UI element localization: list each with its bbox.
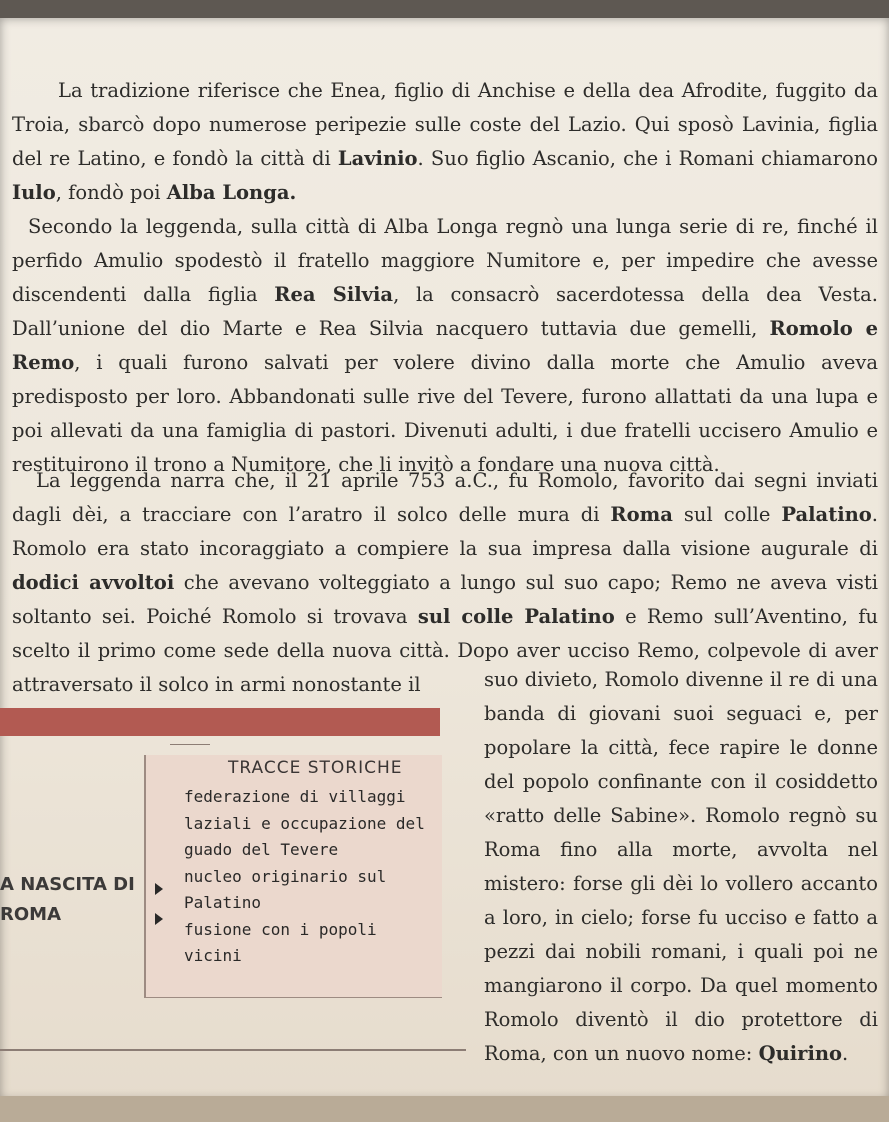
list-item: nucleo originario sul Palatino bbox=[184, 866, 387, 912]
bold-term: dodici avvoltoi bbox=[12, 571, 175, 594]
bold-term: sul colle Palatino bbox=[417, 605, 615, 628]
tracce-list bbox=[184, 784, 434, 970]
bold-term: Quirino bbox=[758, 1042, 843, 1065]
bold-term: Palatino bbox=[781, 503, 872, 526]
paragraph-enea: La tradizione riferisce che Enea, figlio di Anchise e della dea Afrodite, fuggito da Troia, sbarcò dopo numerose peripezie sulle coste del Lazio. Qui sposò Lavinia, figlia del re Latino, e fondò la città di Lavinio. Suo figlio Ascanio, che i Romani chiamarono Iulo, fondò poi Alba Longa. bbox=[12, 79, 878, 204]
paragraph-romolo-remo: Secondo la leggenda, sulla città di Alba Longa regnò una lunga serie di re, finché il perfido Amulio spodestò il fratello maggiore Numitore e, per impedire che avesse discendenti dalla figlia Rea Silvia, la consacrò sacerdotessa della dea Vesta. Dall’unione del dio Marte e Rea Silvia nacquero tuttavia due gemelli, Romolo e Remo, i quali furono salvati per volere divino dalla morte che Amulio aveva predisposto per loro. Abbandonati sulle rive del Tevere, furono allattati da una lupa e poi allevati da una famiglia di pastori. Divenuti adulti, i due fratelli uccisero Amulio e restituirono il trono a Numitore, che li invitò a fondare una nuova città. bbox=[12, 215, 878, 476]
list-item: fusione con i popoli vicini bbox=[184, 919, 377, 965]
box-title: TRACCE STORICHE bbox=[228, 758, 403, 778]
section-color-band bbox=[0, 708, 440, 736]
bold-term: Roma bbox=[610, 503, 673, 526]
arrow-right-icon bbox=[155, 883, 163, 895]
bold-term: Lavinio bbox=[337, 147, 418, 170]
paragraph-regno-romolo: suo divieto, Romolo divenne il re di una banda di giovani suoi seguaci e, per popolare la città, fece rapire le donne del popolo confinante con il cosiddetto «ratto delle Sabine». Romolo regnò su Roma fino alla morte, avvolta nel mistero: forse gli dèi lo vollero accanto a loro, in cielo; forse fu ucciso e fatto a pezzi dai nobili romani, i quali poi ne mangiarono il corpo. Da quel momento Romolo diventò il dio protettore di Roma, con un nuovo nome: Quirino. bbox=[484, 668, 878, 1065]
box-top-rule bbox=[170, 744, 210, 745]
bottom-shadow-strip bbox=[0, 1096, 889, 1122]
paragraph-fondazione-roma: La leggenda narra che, il 21 aprile 753 a.C., fu Romolo, favorito dai segni inviati dagli dèi, a tracciare con l’aratro il solco delle mura di Roma sul colle Palatino. Romolo era stato incoraggiato a compiere la sua impresa dalla visione augurale di dodici avvoltoi che avevano volteggiato a lungo sul suo capo; Remo ne aveva visti soltanto sei. Poiché Romolo si trovava sul colle Palatino e Remo sull’Aventino, fu scelto il primo come sede della nuova città. Dopo aver ucciso Remo, colpevole di aver attraversato il solco in armi nonostante il bbox=[12, 469, 878, 696]
arrow-right-icon bbox=[155, 913, 163, 925]
bold-term: Alba Longa. bbox=[166, 181, 297, 204]
section-title: A NASCITA DI ROMA bbox=[0, 874, 135, 925]
bold-term: Romolo e Remo bbox=[12, 317, 878, 374]
bold-term: Iulo bbox=[12, 181, 56, 204]
list-item: federazione di villaggi laziali e occupazione del guado del Tevere bbox=[184, 787, 425, 859]
box-bottom-rule bbox=[0, 1049, 466, 1051]
bold-term: Rea Silvia bbox=[274, 283, 394, 306]
